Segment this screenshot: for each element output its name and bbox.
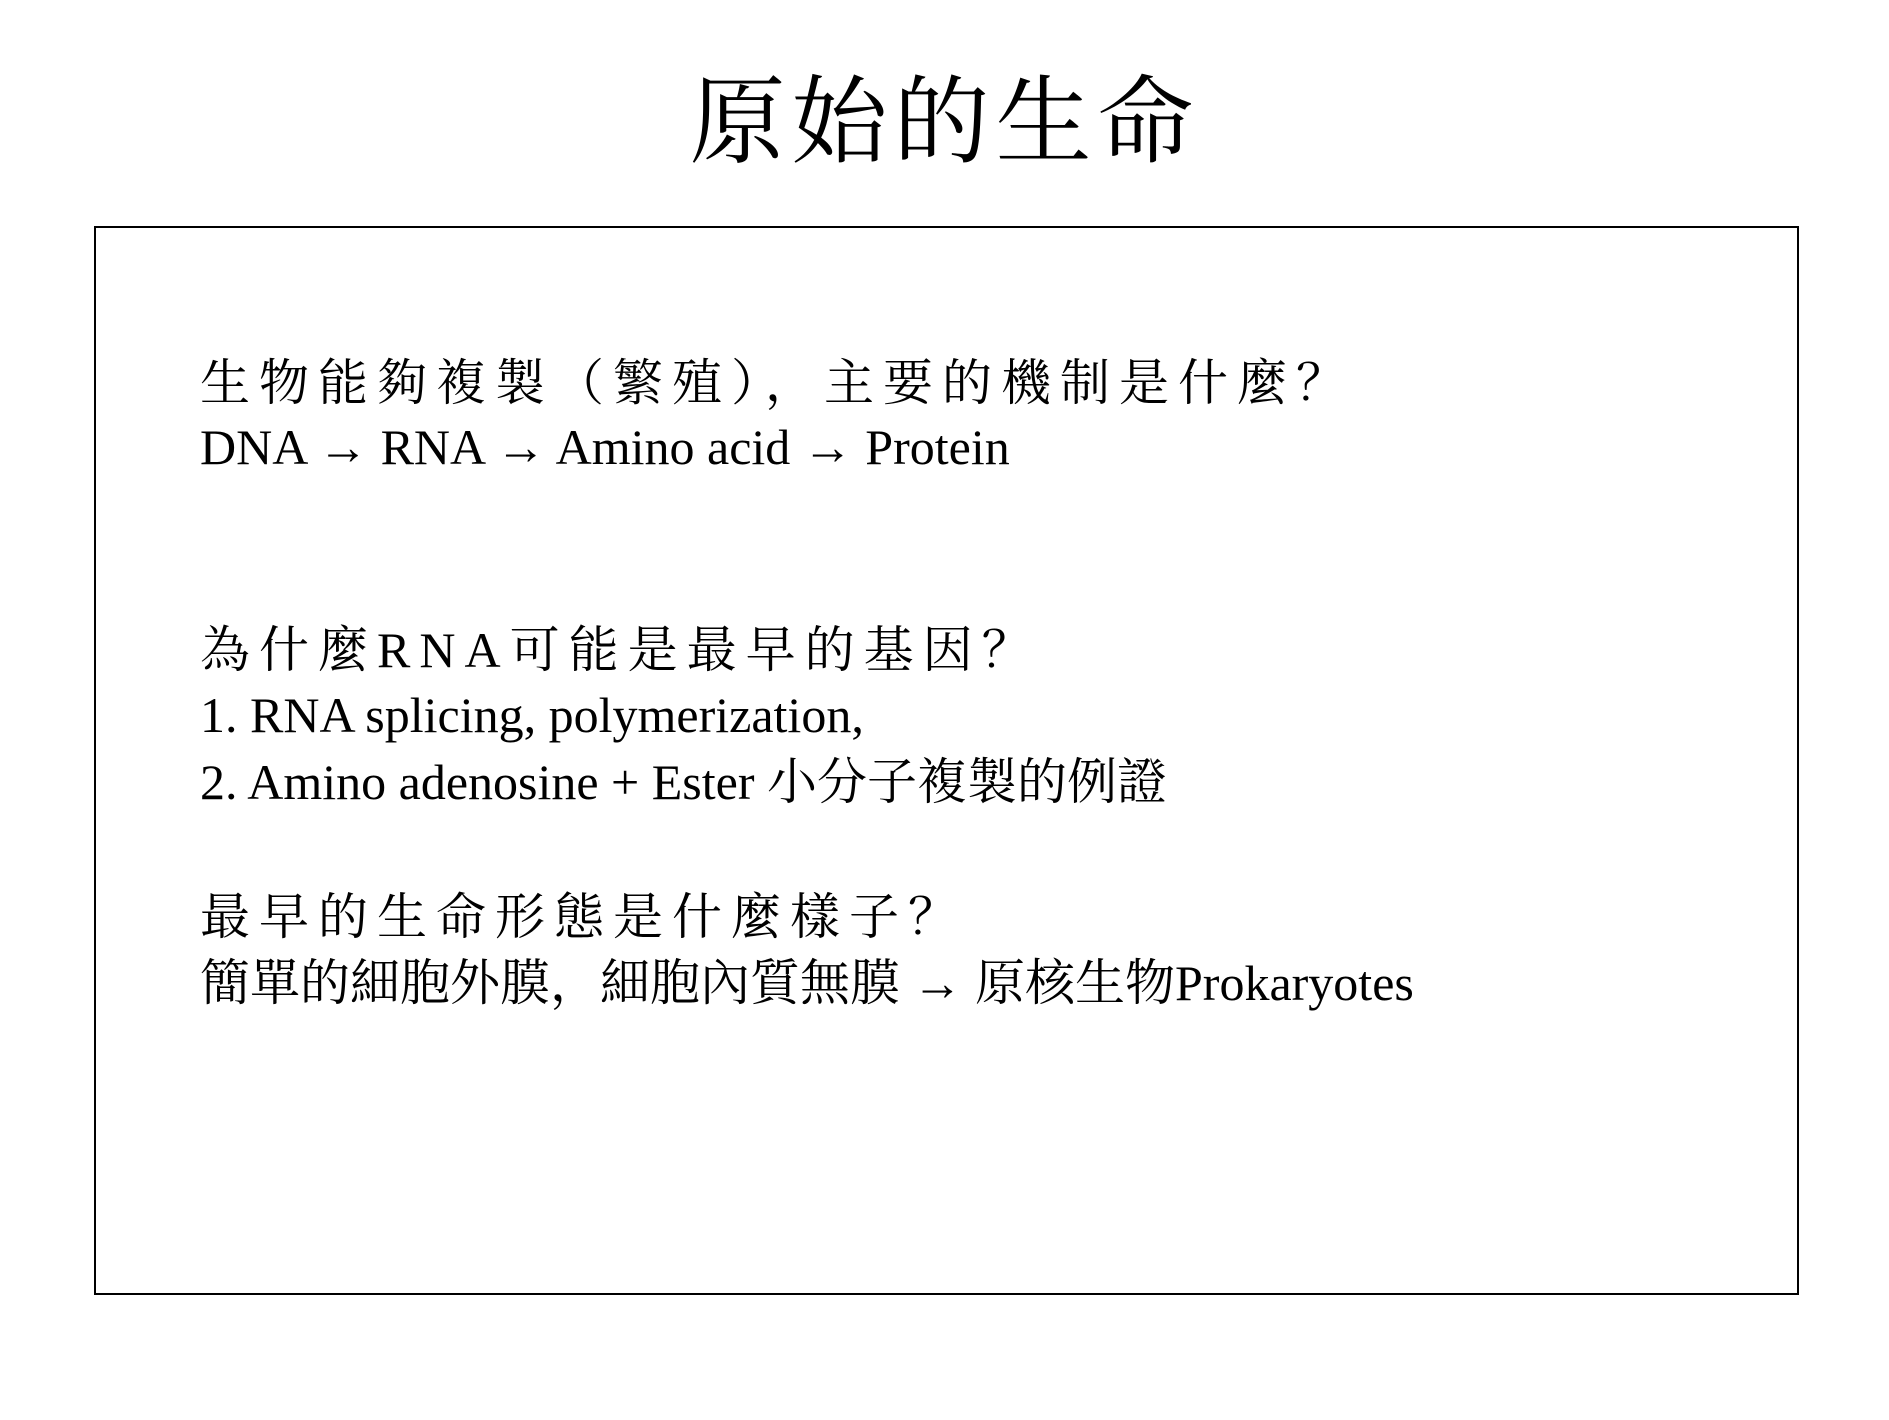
- question-earliest-life-form: 最早的生命形態是什麼樣子？: [200, 889, 967, 945]
- question-replication: 生物能夠複製（繁殖），主要的機制是什麼？: [200, 355, 1355, 411]
- point-amino-adenosine: 2. Amino adenosine + Ester 小分子複製的例證: [200, 754, 1167, 810]
- question-rna-first-gene: 為什麼RNA可能是最早的基因？: [200, 622, 1041, 678]
- slide-title: 原始的生命: [689, 66, 1200, 178]
- answer-central-dogma: DNA → RNA → Amino acid → Protein: [200, 419, 1010, 475]
- point-rna-splicing: 1. RNA splicing, polymerization,: [200, 687, 864, 743]
- answer-prokaryotes: 簡單的細胞外膜，細胞內質無膜 → 原核生物Prokaryotes: [200, 955, 1414, 1011]
